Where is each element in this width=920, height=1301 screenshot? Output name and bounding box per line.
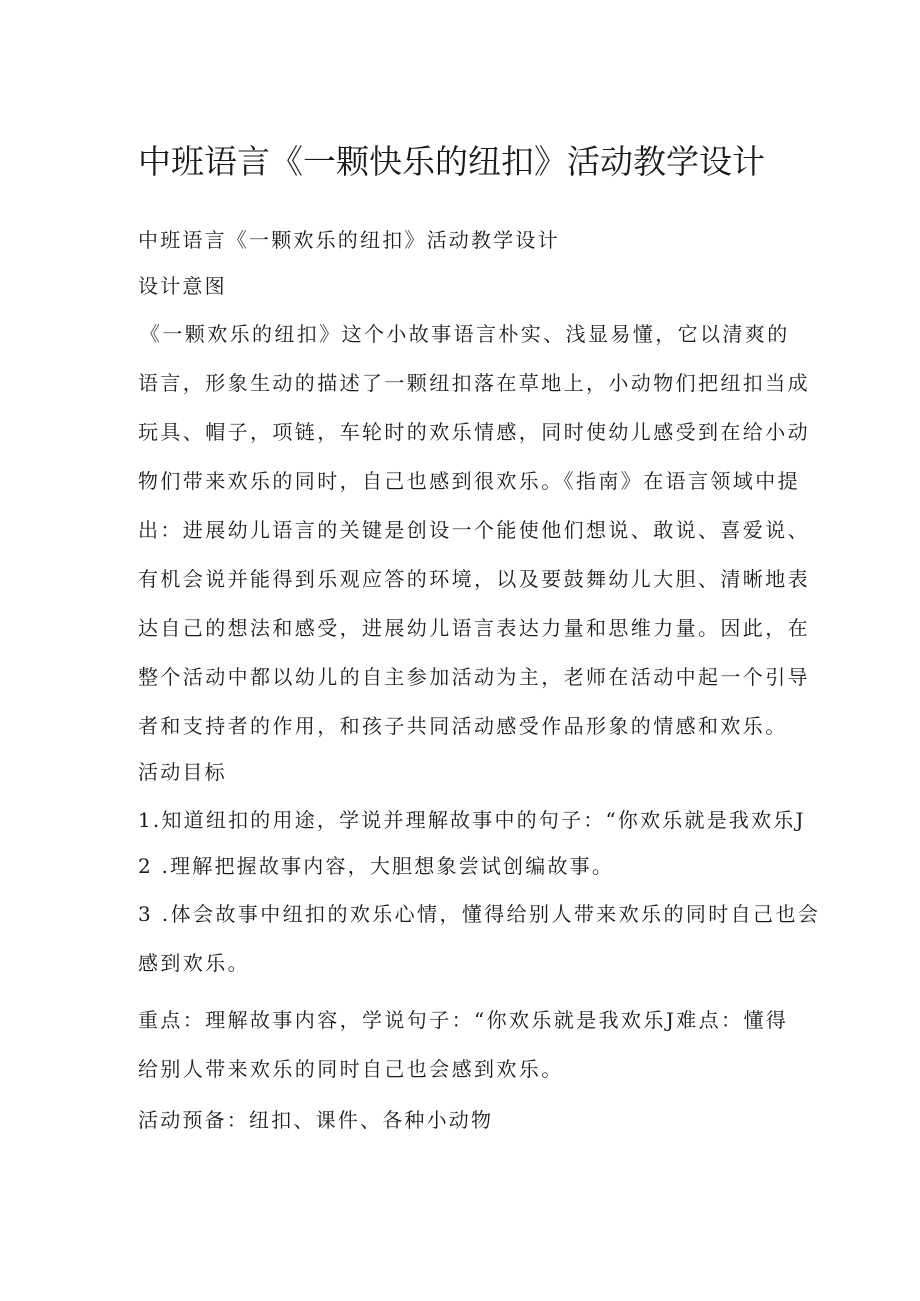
key-points-paragraph <box>138 996 798 1094</box>
goal-item-2: 2 .理解把握故事内容，大胆想象尝试创编故事。 <box>138 854 615 878</box>
activity-preparation: 活动预备：纽扣、课件、各种小动物 <box>138 1108 494 1132</box>
section-heading-design-intent: 设计意图 <box>138 274 227 298</box>
design-intent-paragraph <box>138 310 810 751</box>
paragraph-line: 达自己的想法和感受，进展幼儿语言表达力量和思维力量。因此，在 <box>138 616 810 640</box>
paragraph-line: 3 .体会故事中纽扣的欢乐心情，懂得给别人带来欢乐的同时自己也会 <box>138 902 821 926</box>
paragraph-line: 者和支持者的作用，和孩子共同活动感受作品形象的情感和欢乐。 <box>138 714 788 738</box>
goal-item-3 <box>138 890 821 988</box>
paragraph-line: 出：进展幼儿语言的关键是创设一个能使他们想说、敢说、喜爱说、 <box>138 518 810 542</box>
goal-item-1: 1.知道纽扣的用途，学说并理解故事中的句子：“你欢乐就是我欢乐J <box>138 808 806 832</box>
paragraph-line: 物们带来欢乐的同时，自己也感到很欢乐。《指南》在语言领域中提 <box>138 469 800 493</box>
paragraph-line: 重点：理解故事内容，学说句子：“你欢乐就是我欢乐J难点：懂得 <box>138 1008 789 1032</box>
paragraph-line: 玩具、帽子，项链，车轮时的欢乐情感，同时使幼儿感受到在给小动 <box>138 420 810 444</box>
document-title: 中班语言《一颗快乐的纽扣》活动教学设计 <box>138 142 765 181</box>
paragraph-line: 《一颗欢乐的纽扣》这个小故事语言朴实、浅显易懂，它以清爽的 <box>140 322 790 346</box>
paragraph-line: 有机会说并能得到乐观应答的环境，以及要鼓舞幼儿大胆、清晰地表 <box>138 567 810 591</box>
section-heading-goals: 活动目标 <box>138 760 227 784</box>
paragraph-line: 语言，形象生动的描述了一颗纽扣落在草地上，小动物们把纽扣当成 <box>138 371 810 395</box>
paragraph-line: 整个活动中都以幼儿的自主参加活动为主，老师在活动中起一个引导 <box>138 665 810 689</box>
document-subtitle: 中班语言《一颗欢乐的纽扣》活动教学设计 <box>138 228 560 252</box>
paragraph-line: 给别人带来欢乐的同时自己也会感到欢乐。 <box>138 1057 564 1081</box>
paragraph-line: 感到欢乐。 <box>138 951 250 975</box>
